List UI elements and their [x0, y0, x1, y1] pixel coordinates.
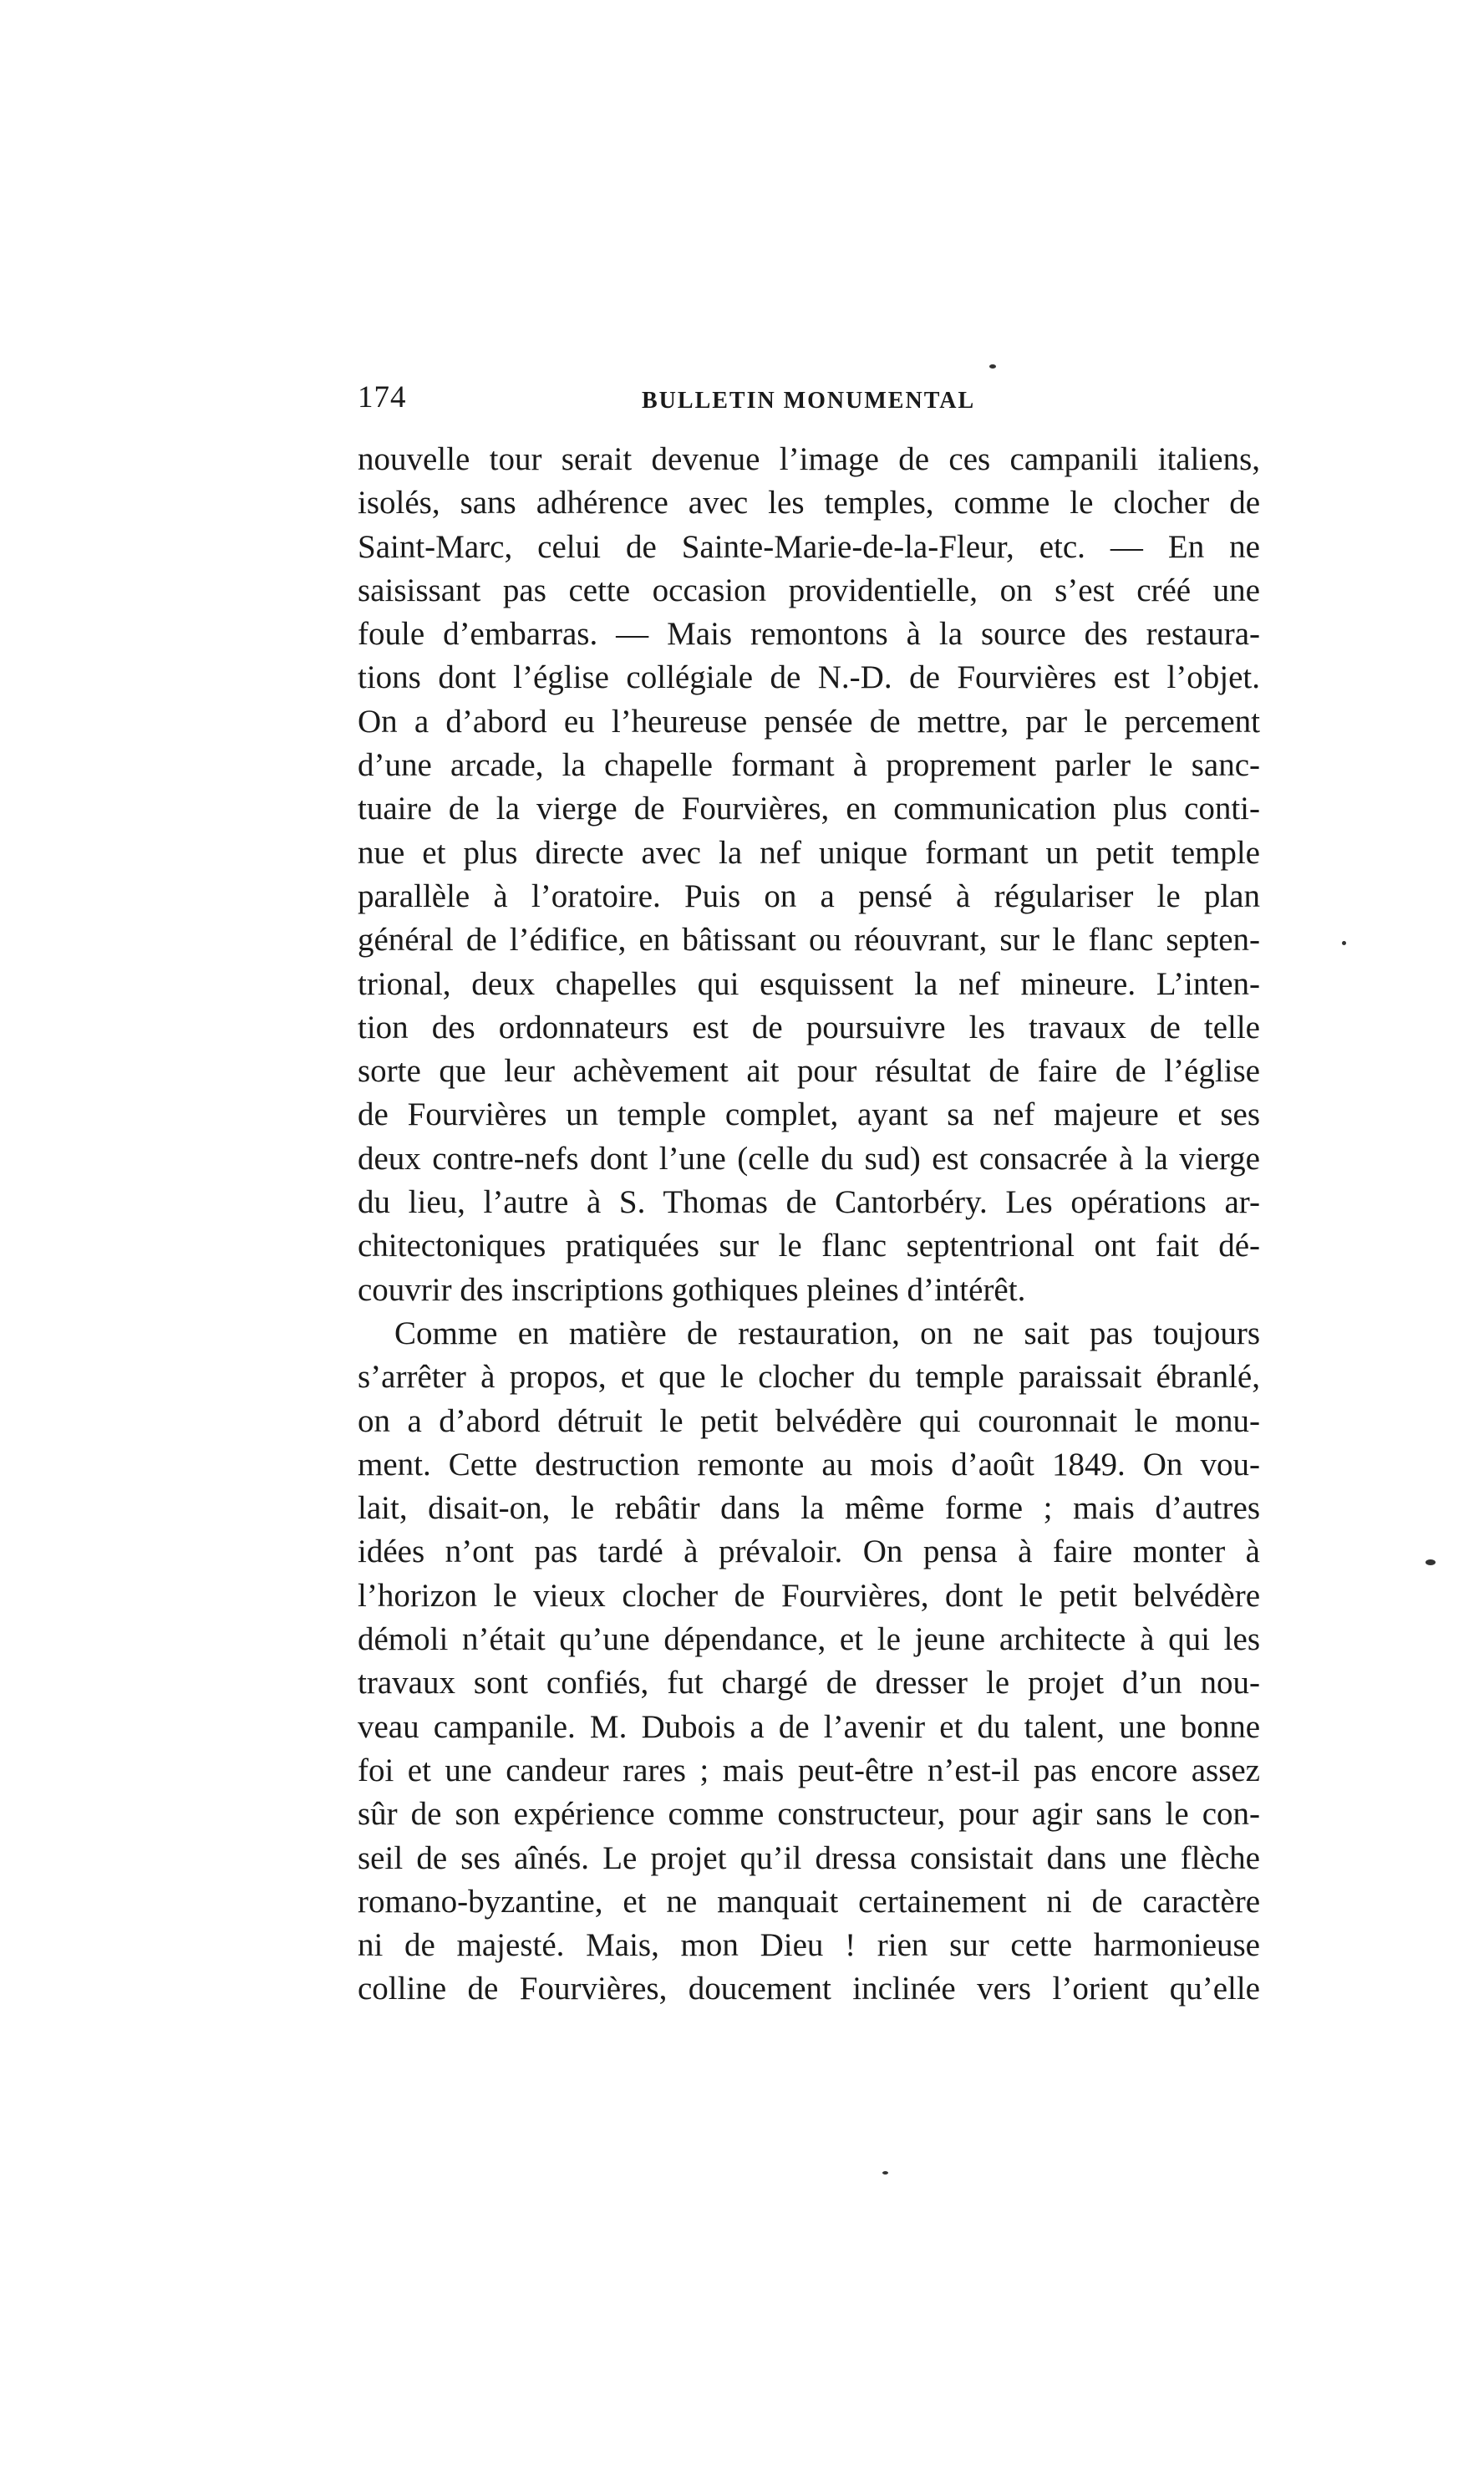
text-line: isolés, sans adhérence avec les temples, comme le clocher de: [358, 485, 1260, 521]
ink-speck: [882, 2171, 888, 2175]
paragraph-2: [358, 1312, 1260, 2012]
text-line: s’arrêter à propos, et que le clocher du temple paraissait ébranlé,: [358, 1359, 1260, 1396]
text-line: on a d’abord détruit le petit belvédère qui couronnait le monu-: [358, 1402, 1260, 1439]
text-line: tions dont l’église collégiale de N.-D. de Fourvières est l’objet.: [358, 659, 1260, 696]
text-line: couvrir des inscriptions gothiques pleines d’intérêt.: [358, 1271, 1026, 1308]
text-line: veau campanile. M. Dubois a de l’avenir et du talent, une bonne: [358, 1708, 1260, 1745]
page-header: [358, 379, 1247, 430]
text-line: l’horizon le vieux clocher de Fourvières, dont le petit belvédère: [358, 1577, 1260, 1614]
text-line: démoli n’était qu’une dépendance, et le jeune architecte à qui les: [358, 1621, 1260, 1658]
text-line: chitectoniques pratiquées sur le flanc septentrional ont fait dé-: [358, 1228, 1260, 1264]
text-line: du lieu, l’autre à S. Thomas de Cantorbéry. Les opérations ar-: [358, 1184, 1260, 1221]
text-line: tuaire de la vierge de Fourvières, en communication plus conti-: [358, 791, 1260, 827]
text-line: nue et plus directe avec la nef unique formant un petit temple: [358, 834, 1260, 871]
text-line: foule d’embarras. — Mais remontons à la source des restaura-: [358, 616, 1260, 653]
body-text: [358, 438, 1260, 2012]
text-line: On a d’abord eu l’heureuse pensée de mettre, par le percement: [358, 703, 1260, 740]
text-line: sûr de son expérience comme constructeur, pour agir sans le con-: [358, 1796, 1260, 1833]
text-line: sorte que leur achèvement ait pour résultat de faire de l’église: [358, 1053, 1260, 1090]
text-line: deux contre-nefs dont l’une (celle du sud) est consacrée à la vierge: [358, 1140, 1260, 1177]
text-line: lait, disait-on, le rebâtir dans la même forme ; mais d’autres: [358, 1490, 1260, 1527]
text-line: ment. Cette destruction remonte au mois d’août 1849. On vou-: [358, 1446, 1260, 1483]
text-line: nouvelle tour serait devenue l’image de ces campanili italiens,: [358, 441, 1260, 477]
paragraph-1: [358, 438, 1260, 1312]
running-title: BULLETIN MONUMENTAL: [642, 388, 976, 414]
text-line: Comme en matière de restauration, on ne sait pas toujours: [394, 1315, 1260, 1351]
text-line: tion des ordonnateurs est de poursuivre les travaux de telle: [358, 1009, 1260, 1045]
ink-speck: [1426, 1559, 1436, 1565]
text-line: d’une arcade, la chapelle formant à proprement parler le sanc-: [358, 747, 1260, 784]
ink-speck: [1342, 941, 1346, 945]
text-line: de Fourvières un temple complet, ayant sa nef majeure et ses: [358, 1096, 1260, 1133]
text-line: colline de Fourvières, doucement inclinée vers l’orient qu’elle: [358, 1971, 1260, 2007]
text-line: idées n’ont pas tardé à prévaloir. On pensa à faire monter à: [358, 1534, 1260, 1570]
text-line: général de l’édifice, en bâtissant ou réouvrant, sur le flanc septen-: [358, 922, 1260, 959]
ink-speck: [989, 364, 996, 369]
text-line: Saint-Marc, celui de Sainte-Marie-de-la-Fleur, etc. — En ne: [358, 528, 1260, 565]
text-line: travaux sont confiés, fut chargé de dresser le projet d’un nou-: [358, 1665, 1260, 1701]
text-line: saisissant pas cette occasion providentielle, on s’est créé une: [358, 572, 1260, 608]
text-line: ni de majesté. Mais, mon Dieu ! rien sur cette harmonieuse: [358, 1927, 1260, 1964]
text-line: parallèle à l’oratoire. Puis on a pensé à régulariser le plan: [358, 877, 1260, 914]
text-line: foi et une candeur rares ; mais peut-être n’est-il pas encore assez: [358, 1752, 1260, 1788]
text-line: romano-byzantine, et ne manquait certainement ni de caractère: [358, 1883, 1260, 1920]
page-number: 174: [358, 380, 407, 415]
text-line: trional, deux chapelles qui esquissent la nef mineure. L’inten-: [358, 965, 1260, 1002]
text-line: seil de ses aînés. Le projet qu’il dressa consistait dans une flèche: [358, 1839, 1260, 1876]
